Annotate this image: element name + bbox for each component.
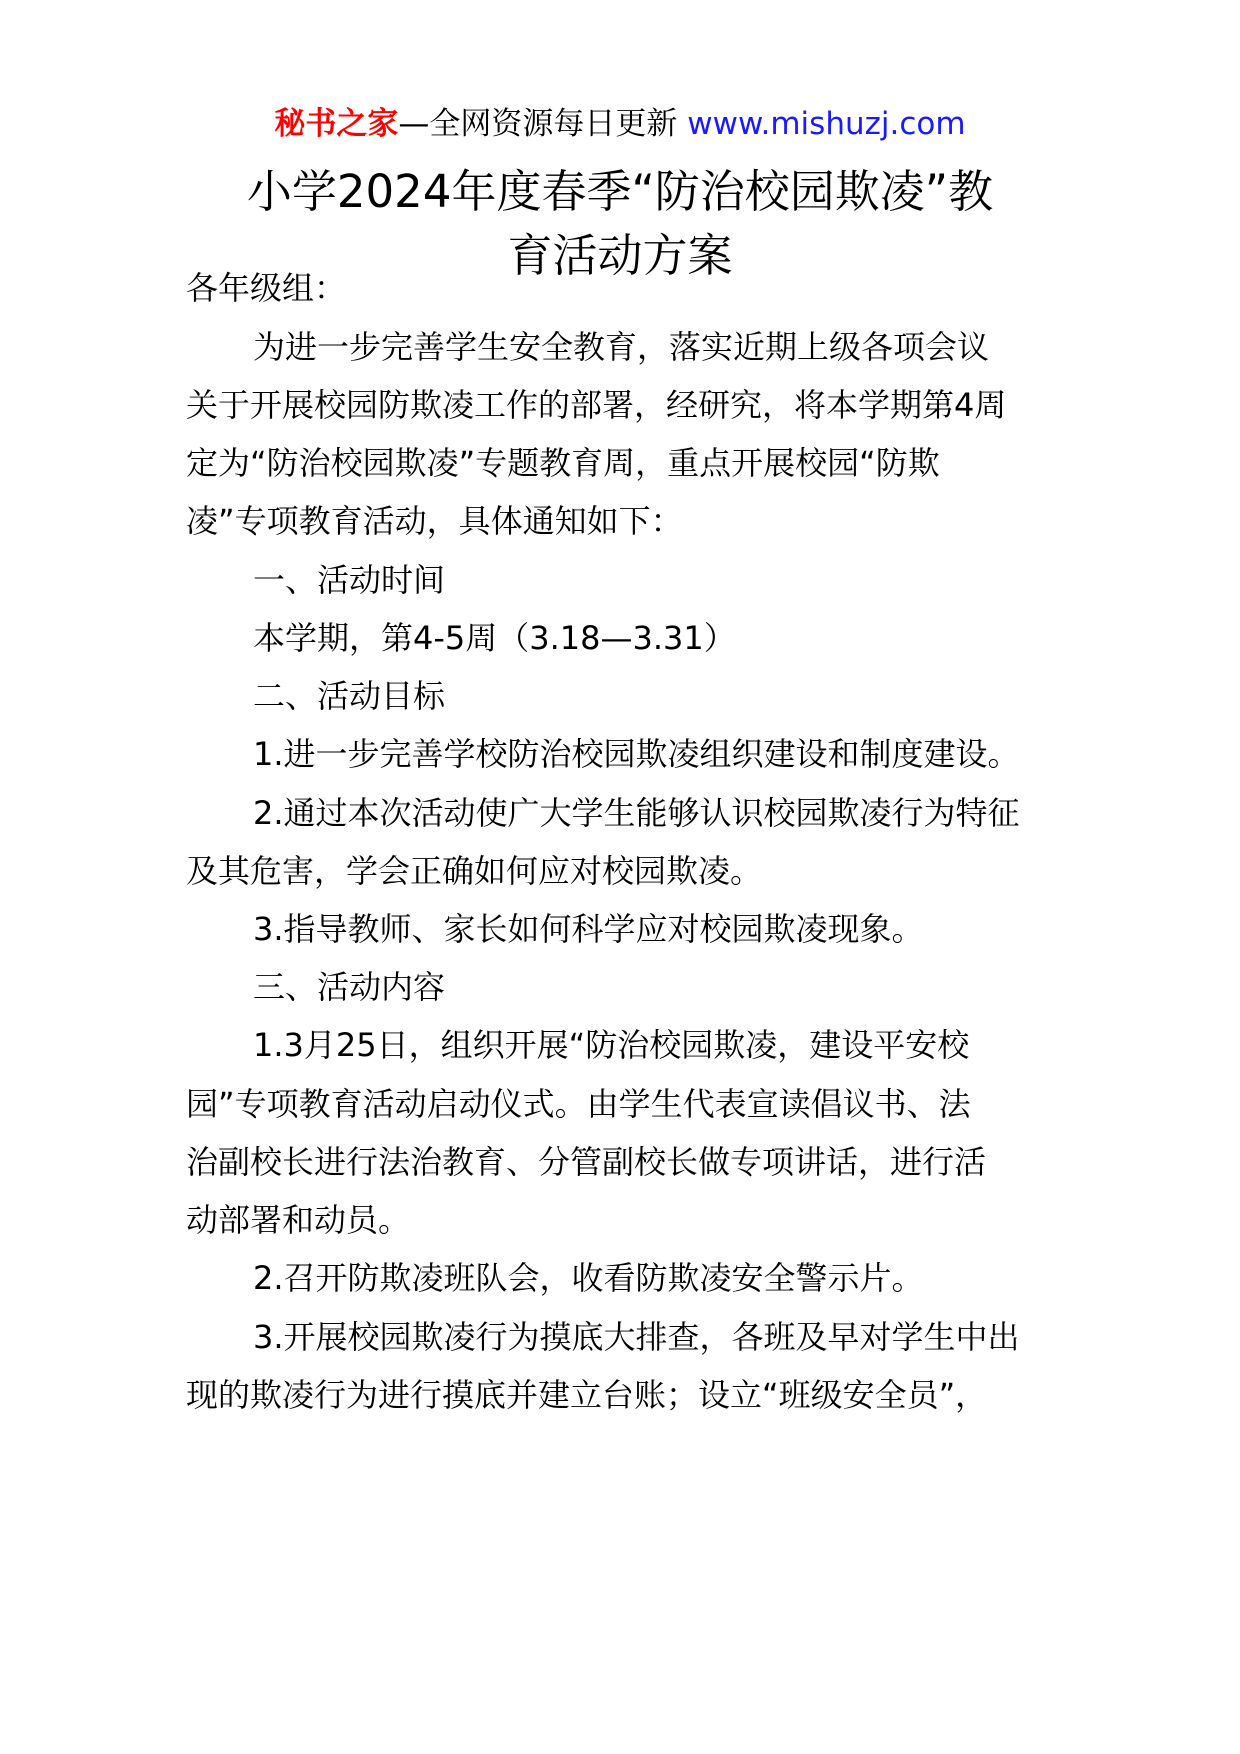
document-title-line-1: 小学2024年度春季“防治校园欺凌”教	[246, 165, 994, 218]
content-line: 3.开展校园欺凌行为摸底大排查，各班及早对学生中出	[253, 1318, 1020, 1356]
intro-line: 为进一步完善学生安全教育，落实近期上级各项会议	[253, 328, 990, 366]
content-line: 园”专项教育活动启动仪式。由学生代表宣读倡议书、法	[186, 1085, 971, 1123]
intro-line: 关于开展校园防欺凌工作的部署，经研究，将本学期第4周	[186, 386, 1007, 424]
section-heading-time: 一、活动时间	[253, 561, 446, 599]
intro-line: 凌”专项教育活动，具体通知如下：	[186, 502, 683, 540]
content-line: 动部署和动员。	[186, 1201, 411, 1239]
site-header	[0, 100, 1240, 148]
brand-name: 秘书之家	[274, 106, 399, 142]
section-heading-goals: 二、活动目标	[253, 677, 446, 715]
content-line: 现的欺凌行为进行摸底并建立台账；设立“班级安全员”，	[186, 1376, 988, 1414]
document-title-line-2: 育活动方案	[507, 229, 733, 282]
content-line: 1.3月25日，组织开展“防治校园欺凌，建设平安校	[253, 1026, 970, 1064]
goal-line: 3.指导教师、家长如何科学应对校园欺凌现象。	[253, 910, 924, 948]
goal-line: 及其危害，学会正确如何应对校园欺凌。	[186, 852, 763, 890]
section-heading-content: 三、活动内容	[253, 968, 446, 1006]
salutation: 各年级组：	[186, 269, 347, 307]
goal-line: 2.通过本次活动使广大学生能够认识校园欺凌行为特征	[253, 794, 1020, 832]
header-tagline: —全网资源每日更新	[398, 106, 678, 142]
content-line: 治副校长进行法治教育、分管副校长做专项讲话，进行活	[186, 1143, 987, 1181]
activity-time-text: 本学期，第4-5周（3.18—3.31）	[253, 619, 736, 657]
intro-line: 定为“防治校园欺凌”专题教育周，重点开展校园“防欺	[186, 444, 940, 482]
site-url-link[interactable]: www.mishuzj.com	[687, 106, 966, 142]
content-line: 2.召开防欺凌班队会，收看防欺凌安全警示片。	[253, 1259, 924, 1297]
goal-line: 1.进一步完善学校防治校园欺凌组织建设和制度建设。	[253, 735, 1020, 773]
